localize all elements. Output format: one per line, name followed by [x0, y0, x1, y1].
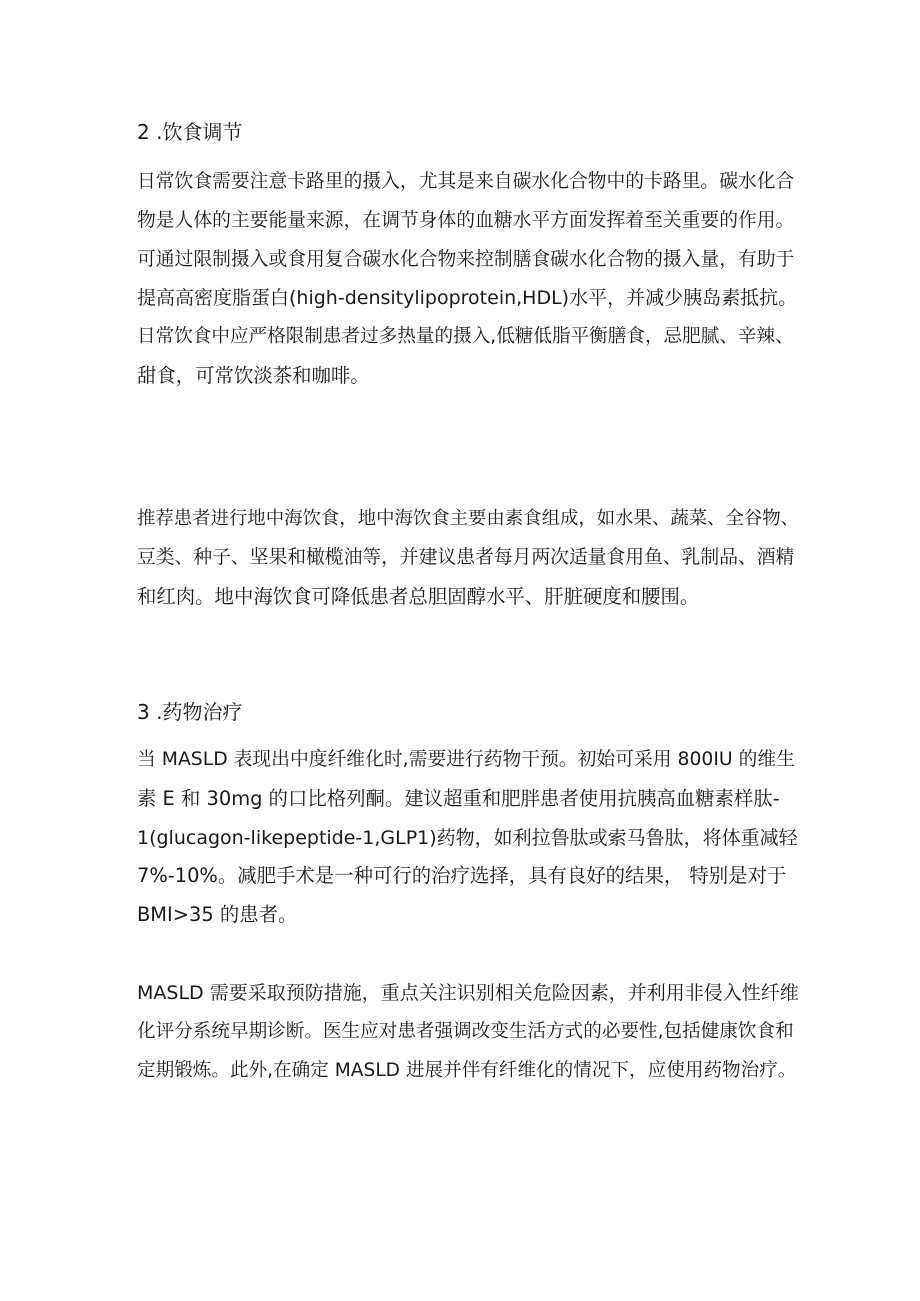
text-line: 1(glucagon-likepeptide-1,GLP1)药物，如利拉鲁肽或索马鲁肽，将体重减轻 — [137, 826, 798, 849]
paragraph-drug-therapy — [137, 741, 797, 935]
text-line: 可通过限制摄入或食用复合碳水化合物来控制膳食碳水化合物的摄入量，有助于 — [137, 248, 795, 270]
text-line: 提高高密度脂蛋白(high-densitylipoprotein,HDL)水平，并减少胰岛素抵抗。 — [137, 287, 798, 310]
text-line: 豆类、种子、坚果和橄榄油等，并建议患者每月两次适量食用鱼、乳制品、酒精 — [137, 546, 795, 568]
text-line: 推荐患者进行地中海饮食，地中海饮食主要由素食组成，如水果、蔬菜、全谷物、 — [137, 508, 800, 529]
text-line: MASLD 需要采取预防措施，重点关注识别相关危险因素，并利用非侵入性纤维 — [137, 982, 799, 1004]
text-line: 定期锻炼。此外,在确定 MASLD 进展并伴有纤维化的情况下，应使用药物治疗。 — [137, 1059, 797, 1081]
text-line: 化评分系统早期诊断。医生应对患者强调改变生活方式的必要性,包括健康饮食和 — [137, 1020, 794, 1042]
paragraph-prevention — [137, 974, 797, 1090]
text-line: 甜食，可常饮淡茶和咖啡。 — [137, 363, 370, 387]
text-line: 和红肉。地中海饮食可降低患者总胆固醇水平、肝脏硬度和腰围。 — [137, 584, 700, 608]
paragraph-diet-calories — [137, 163, 797, 396]
text-line: 素 E 和 30mg 的口比格列酮。建议超重和肥胖患者使用抗胰高血糖素样肽- — [137, 786, 780, 810]
text-line: BMI>35 的患者。 — [137, 903, 298, 927]
text-line: 日常饮食中应严格限制患者过多热量的摄入,低糖低脂平衡膳食，忌肥腻、辛辣、 — [137, 326, 794, 348]
text-line: 当 MASLD 表现出中度纤维化时,需要进行药物干预。初始可采用 800IU 的维生 — [137, 749, 795, 770]
section-heading-drug: 3 .药物治疗 — [137, 700, 243, 724]
paragraph-mediterranean-diet — [137, 500, 800, 616]
text-line: 日常饮食需要注意卡路里的摄入，尤其是来自碳水化合物中的卡路里。碳水化合 — [137, 171, 795, 192]
section-heading-diet: 2 .饮食调节 — [137, 120, 243, 144]
text-line: 物是人体的主要能量来源，在调节身体的血糖水平方面发挥着至关重要的作用。 — [137, 209, 795, 231]
text-line: 7%-10%。减肥手术是一种可行的治疗选择，具有良好的结果， 特别是对于 — [137, 864, 787, 888]
